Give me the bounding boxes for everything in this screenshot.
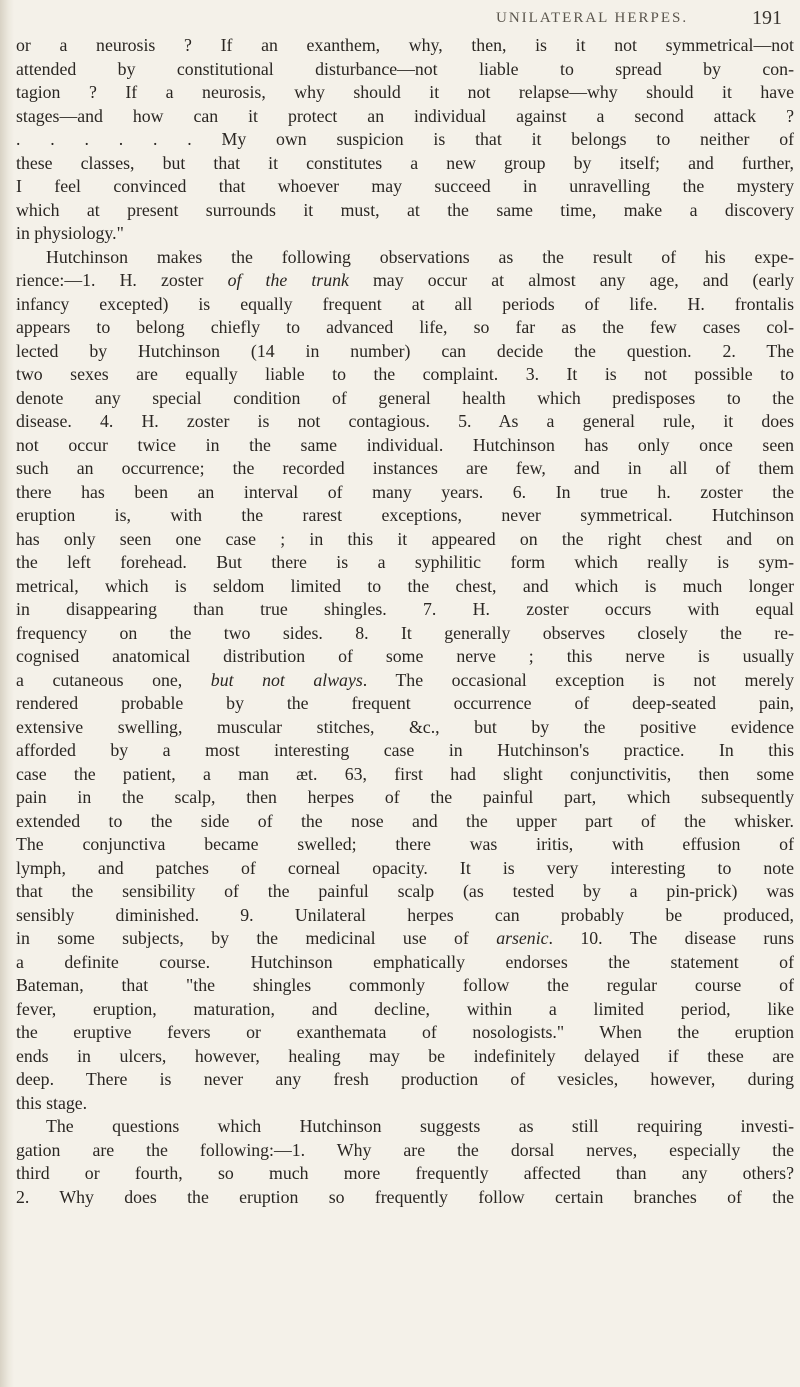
text-line: attended by constitutional disturbance—not liable to spread by con- <box>16 58 794 79</box>
text-segment: . The occasional exception is not merely <box>362 669 794 690</box>
italic-phrase: arsenic <box>496 928 549 948</box>
text-line: eruption is, with the rarest exceptions, never symmetrical. Hutchinson <box>16 505 794 525</box>
text-line: 2. Why does the eruption so frequently follow certain branches of the <box>16 1186 794 1207</box>
text-line: I feel convinced that whoever may succeed in unravelling the mystery <box>16 176 794 196</box>
text-segment: rience:—1. H. zoster <box>16 270 228 290</box>
text-line: metrical, which is seldom limited to the chest, and which is much longer <box>16 575 794 596</box>
text-segment: in some subjects, by the medicinal use of <box>16 928 497 948</box>
text-line: appears to belong chiefly to advanced life, so far as the few cases col- <box>16 317 794 337</box>
text-line: pain in the scalp, then herpes of the painful part, which subsequently <box>16 787 794 807</box>
text-line: extended to the side of the nose and the upper part of the whisker. <box>16 810 794 831</box>
text-segment: . 10. The disease runs <box>548 928 794 948</box>
text-line: third or fourth, so much more frequently affected than any others? <box>16 1163 794 1183</box>
text-line: ends in ulcers, however, healing may be indefinitely delayed if these are <box>16 1045 794 1066</box>
text-line: this stage. <box>16 1092 88 1113</box>
text-line: Bateman, that "the shingles commonly follow the regular course of <box>16 975 794 995</box>
text-line: Hutchinson makes the following observations as the result of his expe- <box>46 246 794 267</box>
text-line <box>16 927 794 951</box>
text-line: denote any special condition of general health which predisposes to the <box>16 387 794 408</box>
text-line: such an occurrence; the recorded instances are few, and in all of them <box>16 458 794 478</box>
text-line: rendered probable by the frequent occurrence of deep-seated pain, <box>16 693 794 713</box>
text-line: that the sensibility of the painful scalp (as tested by a pin-prick) was <box>16 881 794 901</box>
text-line: afforded by a most interesting case in Hutchinson's practice. In this <box>16 740 794 760</box>
running-head: UNILATERAL HERPES. <box>496 10 689 26</box>
text-line: these classes, but that it constitutes a new group by itself; and further, <box>16 152 794 173</box>
text-line: sensibly diminished. 9. Unilateral herpes can probably be produced, <box>16 904 794 925</box>
text-line: tagion ? If a neurosis, why should it not relapse—why should it have <box>16 82 794 102</box>
text-line: . . . . . . My own suspicion is that it belongs to neither of <box>16 129 794 149</box>
text-line: The conjunctiva became swelled; there was iritis, with effusion of <box>16 834 794 854</box>
text-line: in physiology." <box>16 223 124 243</box>
body-text <box>16 34 794 1209</box>
text-line: not occur twice in the same individual. Hutchinson has only once seen <box>16 434 794 455</box>
text-line: case the patient, a man æt. 63, first had slight conjunctivitis, then some <box>16 763 794 784</box>
text-line: a definite course. Hutchinson emphatically endorses the statement of <box>16 951 794 972</box>
text-line: infancy excepted) is equally frequent at all periods of life. H. frontalis <box>16 293 794 314</box>
text-line: deep. There is never any fresh production of vesicles, however, during <box>16 1069 794 1089</box>
text-line: there has been an interval of many years. 6. In true h. zoster the <box>16 481 794 502</box>
text-line: stages—and how can it protect an individual against a second attack ? <box>16 105 794 126</box>
text-line: cognised anatomical distribution of some nerve ; this nerve is usually <box>16 646 794 666</box>
italic-phrase: but not always <box>210 669 363 690</box>
text-line <box>16 269 794 293</box>
text-line: two sexes are equally liable to the complaint. 3. It is not possible to <box>16 364 794 384</box>
text-segment: a cutaneous one, <box>16 669 211 690</box>
text-line: disease. 4. H. zoster is not contagious. 5. As a general rule, it does <box>16 411 794 431</box>
italic-phrase: of the trunk <box>227 270 349 290</box>
text-line: lected by Hutchinson (14 in number) can decide the question. 2. The <box>16 340 794 361</box>
page-gutter-shadow <box>0 0 14 1387</box>
text-line: extensive swelling, muscular stitches, &c., but by the positive evidence <box>16 716 794 737</box>
text-line: has only seen one case ; in this it appeared on the right chest and on <box>16 528 794 549</box>
text-line: in disappearing than true shingles. 7. H. zoster occurs with equal <box>16 599 794 619</box>
text-segment: may occur at almost any age, and (early <box>348 270 794 290</box>
text-line: lymph, and patches of corneal opacity. It is very interesting to note <box>16 857 794 878</box>
text-line: The questions which Hutchinson suggests as still requiring investi- <box>46 1116 794 1136</box>
text-line: which at present surrounds it must, at the same time, make a discovery <box>16 199 794 220</box>
text-line: fever, eruption, maturation, and decline, within a limited period, like <box>16 998 794 1019</box>
text-line: gation are the following:—1. Why are the dorsal nerves, especially the <box>16 1139 794 1160</box>
text-line: frequency on the two sides. 8. It generally observes closely the re- <box>16 622 794 643</box>
text-line: the eruptive fevers or exanthemata of nosologists." When the eruption <box>16 1022 794 1042</box>
page-number: 191 <box>752 7 782 29</box>
text-line: the left forehead. But there is a syphilitic form which really is sym- <box>16 552 794 572</box>
text-line: or a neurosis ? If an exanthem, why, then, is it not symmetrical—not <box>16 35 794 55</box>
text-line <box>16 669 794 693</box>
